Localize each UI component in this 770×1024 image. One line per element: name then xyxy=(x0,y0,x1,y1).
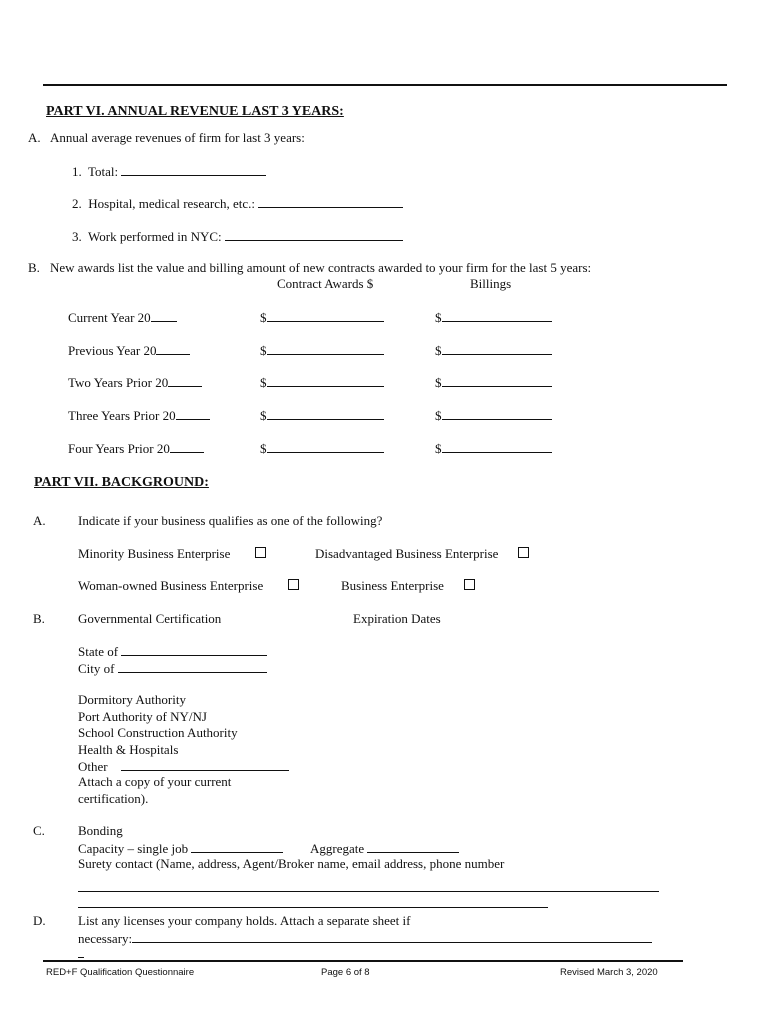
contract-amount-input[interactable] xyxy=(267,374,384,387)
other-field[interactable] xyxy=(121,758,289,771)
part6-heading: PART VI. ANNUAL REVENUE LAST 3 YEARS: xyxy=(46,104,344,119)
capacity-row: Capacity – single job xyxy=(78,840,283,857)
city-of-field[interactable] xyxy=(118,660,267,673)
total-field[interactable] xyxy=(121,163,266,176)
billing-amount-input[interactable] xyxy=(442,407,552,420)
surety-line-2[interactable] xyxy=(78,907,548,908)
surety-line-1[interactable] xyxy=(78,891,659,892)
year-field[interactable] xyxy=(168,374,202,387)
option-business-label: Business Enterprise xyxy=(341,578,444,593)
year-field[interactable] xyxy=(151,309,177,322)
licenses-text: List any licenses your company holds. Attach a separate sheet if xyxy=(78,913,411,928)
billing-field: $ xyxy=(435,374,552,391)
revenue-item-nyc: 3. Work performed in NYC: xyxy=(72,228,403,245)
col-billings: Billings xyxy=(470,276,512,291)
surety-contact-text: Surety contact (Name, address, Agent/Broker name, email address, phone number xyxy=(78,856,505,871)
revenue-item-total: 1. Total: xyxy=(72,163,266,180)
contract-field: $ xyxy=(260,374,384,391)
top-rule xyxy=(43,84,727,86)
part6-a-text: Annual average revenues of firm for last 3 years: xyxy=(50,130,305,145)
col-contract-awards: Contract Awards $ xyxy=(277,276,374,291)
billing-field: $ xyxy=(435,309,552,326)
checkbox-business[interactable] xyxy=(464,579,475,590)
option-minority-label: Minority Business Enterprise xyxy=(78,546,231,561)
contract-amount-input[interactable] xyxy=(267,309,384,322)
contract-amount-input[interactable] xyxy=(267,440,384,453)
capacity-field[interactable] xyxy=(191,840,283,853)
authority-school: School Construction Authority xyxy=(78,725,238,740)
billing-amount-input[interactable] xyxy=(442,342,552,355)
option-woman-owned-label: Woman-owned Business Enterprise xyxy=(78,578,264,593)
state-of-row: State of xyxy=(78,643,267,660)
billing-field: $ xyxy=(435,440,552,457)
year-field[interactable] xyxy=(156,342,190,355)
aggregate-field[interactable] xyxy=(367,840,459,853)
checkbox-disadvantaged[interactable] xyxy=(518,547,529,558)
necessary-row: necessary: xyxy=(78,930,652,947)
footer-page-number: Page 6 of 8 xyxy=(321,967,370,978)
year-field[interactable] xyxy=(176,407,210,420)
award-row-label: Current Year 20 xyxy=(68,309,177,326)
contract-amount-input[interactable] xyxy=(267,407,384,420)
checkbox-woman-owned[interactable] xyxy=(288,579,299,590)
city-of-row: City of xyxy=(78,660,267,677)
award-row-label: Three Years Prior 20 xyxy=(68,407,210,424)
checkbox-minority[interactable] xyxy=(255,547,266,558)
contract-field: $ xyxy=(260,407,384,424)
hospital-field[interactable] xyxy=(258,195,403,208)
billing-amount-input[interactable] xyxy=(442,309,552,322)
part7-b-label: B. xyxy=(33,611,45,626)
part6-b-text: New awards list the value and billing amount of new contracts awarded to your firm for the last 5 years: xyxy=(50,260,592,275)
revenue-item-hospital: 2. Hospital, medical research, etc.: xyxy=(72,195,403,212)
part6-b-label: B. xyxy=(28,260,40,275)
nyc-field[interactable] xyxy=(225,228,403,241)
contract-field: $ xyxy=(260,440,384,457)
part6-a-label: A. xyxy=(28,130,41,145)
aggregate-row: Aggregate xyxy=(310,840,459,857)
other-row: Other xyxy=(78,758,289,775)
contract-field: $ xyxy=(260,342,384,359)
expiration-dates-label: Expiration Dates xyxy=(353,611,441,626)
authority-health: Health & Hospitals xyxy=(78,742,179,757)
contract-amount-input[interactable] xyxy=(267,342,384,355)
licenses-field[interactable] xyxy=(132,930,652,943)
part7-c-label: C. xyxy=(33,823,45,838)
billing-field: $ xyxy=(435,342,552,359)
part7-heading: PART VII. BACKGROUND: xyxy=(34,475,209,490)
award-row-label: Two Years Prior 20 xyxy=(68,374,202,391)
bonding-label: Bonding xyxy=(78,823,123,838)
authority-port: Port Authority of NY/NJ xyxy=(78,709,207,724)
footer-rule xyxy=(43,960,683,962)
state-of-field[interactable] xyxy=(121,643,267,656)
option-disadvantaged-label: Disadvantaged Business Enterprise xyxy=(315,546,499,561)
certification-text: certification). xyxy=(78,791,149,806)
part7-a-text: Indicate if your business qualifies as one of the following? xyxy=(78,513,383,528)
part7-a-label: A. xyxy=(33,513,46,528)
award-row-label: Four Years Prior 20 xyxy=(68,440,204,457)
billing-amount-input[interactable] xyxy=(442,440,552,453)
licenses-stub xyxy=(78,957,84,958)
billing-amount-input[interactable] xyxy=(442,374,552,387)
attach-copy-text: Attach a copy of your current xyxy=(78,774,232,789)
governmental-certification-label: Governmental Certification xyxy=(78,611,222,626)
footer-title: RED+F Qualification Questionnaire xyxy=(46,967,195,978)
authority-dormitory: Dormitory Authority xyxy=(78,692,186,707)
award-row-label: Previous Year 20 xyxy=(68,342,190,359)
contract-field: $ xyxy=(260,309,384,326)
part7-d-label: D. xyxy=(33,913,46,928)
footer-revised-date: Revised March 3, 2020 xyxy=(560,967,658,978)
year-field[interactable] xyxy=(170,440,204,453)
billing-field: $ xyxy=(435,407,552,424)
